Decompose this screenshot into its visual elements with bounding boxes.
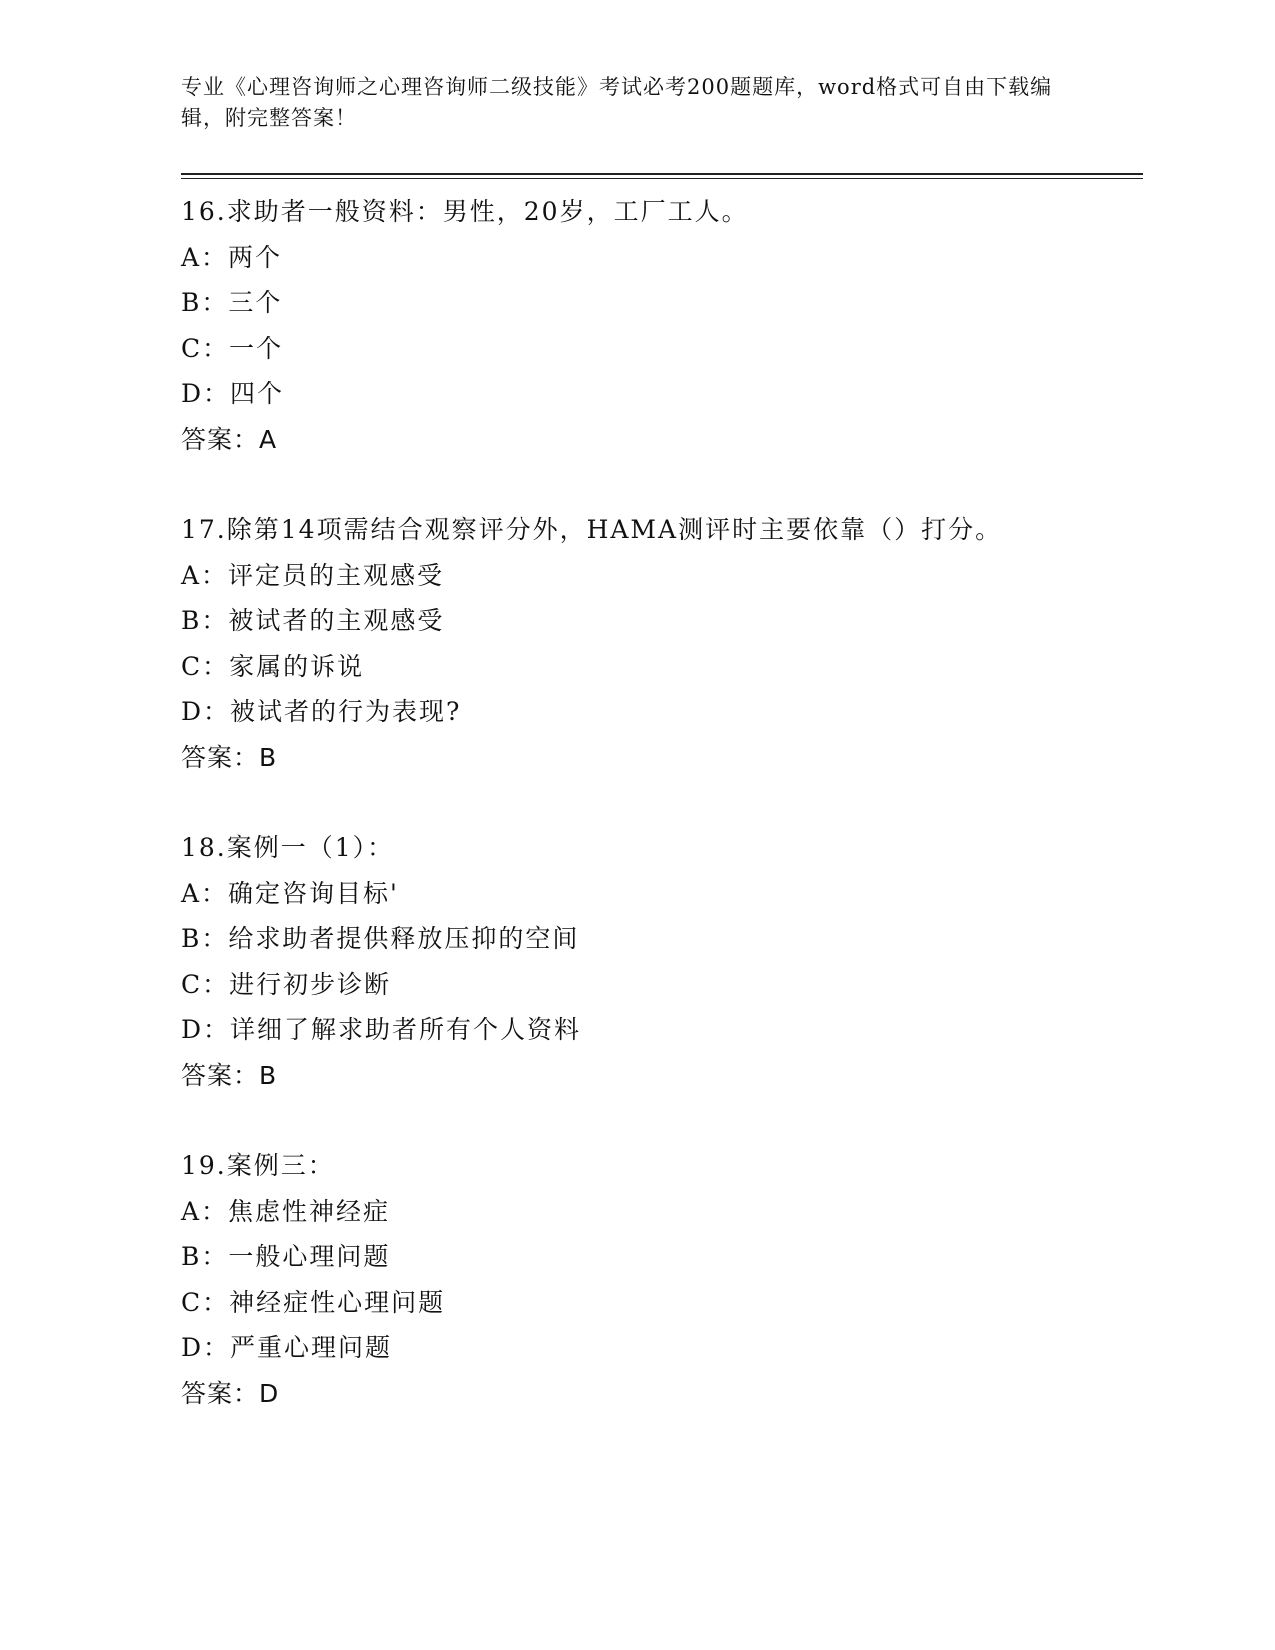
option-d: D：严重心理问题: [181, 1333, 393, 1362]
question-19: [181, 1143, 1141, 1461]
option-a: A：两个: [181, 242, 283, 272]
question-stem: 19.案例三：: [181, 1151, 335, 1180]
question-stem: 16.求助者一般资料：男性，20岁，工厂工人。: [181, 197, 749, 226]
option-c: C：一个: [181, 333, 284, 363]
option-d: D：被试者的行为表现?: [181, 697, 462, 726]
option-a: A：确定咨询目标': [181, 878, 399, 908]
question-18: [181, 825, 1141, 1143]
answer-line: 答案：A: [181, 424, 278, 454]
question-17: [181, 507, 1141, 825]
header-divider-thick: [181, 173, 1143, 175]
question-16: [181, 189, 1141, 507]
document-header: [181, 72, 1061, 134]
answer-line: 答案：B: [181, 742, 278, 772]
answer-line: 答案：D: [181, 1378, 280, 1408]
option-d: D：四个: [181, 379, 285, 408]
option-b: B：给求助者提供释放压抑的空间: [181, 924, 580, 953]
question-stem: 17.除第14项需结合观察评分外，HAMA测评时主要依靠（）打分。: [181, 515, 1003, 544]
header-text: 专业《心理咨询师之心理咨询师二级技能》考试必考200题题库，word格式可自由下载编辑，附完整答案！: [181, 75, 1053, 130]
option-b: B：被试者的主观感受: [181, 606, 445, 635]
header-divider-thin: [181, 178, 1143, 179]
answer-line: 答案：B: [181, 1060, 278, 1090]
option-b: B：一般心理问题: [181, 1242, 391, 1271]
option-d: D：详细了解求助者所有个人资料: [181, 1015, 582, 1044]
option-b: B：三个: [181, 288, 283, 317]
question-stem: 18.案例一（1）：: [181, 833, 395, 862]
option-c: C：神经症性心理问题: [181, 1287, 446, 1317]
option-c: C：进行初步诊断: [181, 969, 392, 999]
option-c: C：家属的诉说: [181, 651, 365, 681]
option-a: A：焦虑性神经症: [181, 1196, 391, 1226]
option-a: A：评定员的主观感受: [181, 560, 445, 590]
question-list: [181, 189, 1141, 1461]
